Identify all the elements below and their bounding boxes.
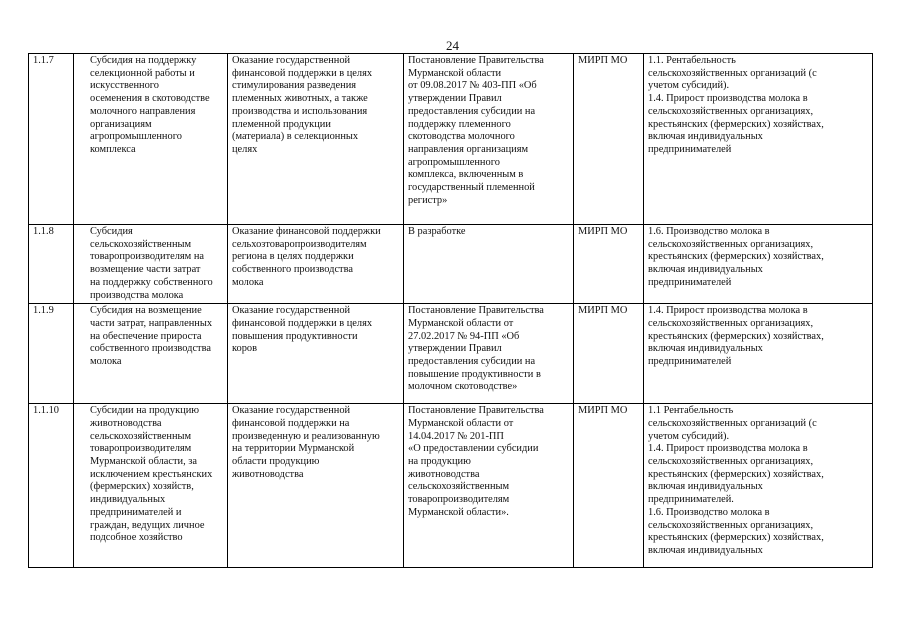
table-row bbox=[29, 225, 873, 304]
page-number: 24 bbox=[446, 38, 459, 53]
measures-table bbox=[28, 53, 873, 568]
measure-name: Субсидия сельскохозяйственным товаропроизводителям на возмещение части затрат на поддержку собственного производства молока bbox=[90, 226, 213, 301]
measure-name: Субсидии на продукцию животноводства сельскохозяйственным товаропроизводителям Мурманской области, за исключением крестьянских (фермерских) хозяйств, индивидуальных предпринимателей и граждан, ведущих личное подсобное хозяйство bbox=[90, 405, 213, 544]
measure-goal: Оказание государственной финансовой поддержки в целях повышения продуктивности коров bbox=[232, 305, 373, 355]
executor: МИРП МО bbox=[574, 304, 644, 404]
executor: МИРП МО bbox=[574, 54, 644, 225]
legal-act: Постановление Правительства Мурманской области от 09.08.2017 № 403-ПП «Об утверждении Правил предоставления субсидии на поддержку племенного скотоводства молочного направления организациям агропромышленного комплекса, включенным в государственный племенной регистр» bbox=[408, 55, 544, 206]
table-row bbox=[29, 54, 873, 225]
measure-goal: Оказание финансовой поддержки сельхозтоваропроизводителям региона в целях поддержки собственного производства молока bbox=[232, 226, 381, 288]
measure-goal: Оказание государственной финансовой поддержки на произведенную и реализованную на территории Мурманской области продукцию животноводства bbox=[232, 405, 380, 480]
row-number: 1.1.9 bbox=[29, 304, 74, 404]
table-row bbox=[29, 304, 873, 404]
indicators: 1.4. Прирост производства молока в сельскохозяйственных организациях, крестьянских (фермерских) хозяйствах, включая индивидуальных предпринимателей bbox=[648, 305, 824, 368]
legal-act: Постановление Правительства Мурманской области от 27.02.2017 № 94-ПП «Об утверждении Правил предоставления субсидии на повышение продуктивности в молочном скотоводстве» bbox=[408, 305, 544, 393]
measure-name: Субсидия на возмещение части затрат, направленных на обеспечение прироста собственного производства молока bbox=[90, 305, 213, 368]
executor: МИРП МО bbox=[574, 404, 644, 568]
indicators: 1.1. Рентабельность сельскохозяйственных организаций (с учетом субсидий). 1.4. Прирост производства молока в сельскохозяйственных организациях, крестьянских (фермерских) хозяйствах, включая индивидуальных предпринимателей bbox=[648, 55, 824, 155]
row-number: 1.1.8 bbox=[29, 225, 74, 304]
executor: МИРП МО bbox=[574, 225, 644, 304]
measure-name: Субсидия на поддержку селекционной работы и искусственного осеменения в скотоводстве молочного направления организациям агропромышленного комплекса bbox=[90, 55, 210, 155]
measure-goal: Оказание государственной финансовой поддержки в целях стимулирования разведения племенных животных, а также производства и использования племенной продукции (материала) в селекционных целях bbox=[232, 55, 373, 155]
indicators: 1.6. Производство молока в сельскохозяйственных организациях, крестьянских (фермерских) хозяйствах, включая индивидуальных предпринимателей bbox=[648, 226, 824, 288]
row-number: 1.1.7 bbox=[29, 54, 74, 225]
legal-act: В разработке bbox=[408, 226, 466, 237]
table-row bbox=[29, 404, 873, 568]
row-number: 1.1.10 bbox=[29, 404, 74, 568]
legal-act: Постановление Правительства Мурманской области от 14.04.2017 № 201-ПП «О предоставлении субсидии на продукцию животноводства сельскохозяйственным товаропроизводителям Мурманской области». bbox=[408, 405, 544, 518]
indicators: 1.1 Рентабельность сельскохозяйственных организаций (с учетом субсидий). 1.4. Прирост производства молока в сельскохозяйственных организациях, крестьянских (фермерских) хозяйствах, включая индивидуальных предпринимателей. 1.6. Производство молока в сельскохозяйственных организациях, крестьянских (фермерских) хозяйствах, включая индивидуальных bbox=[648, 405, 824, 556]
